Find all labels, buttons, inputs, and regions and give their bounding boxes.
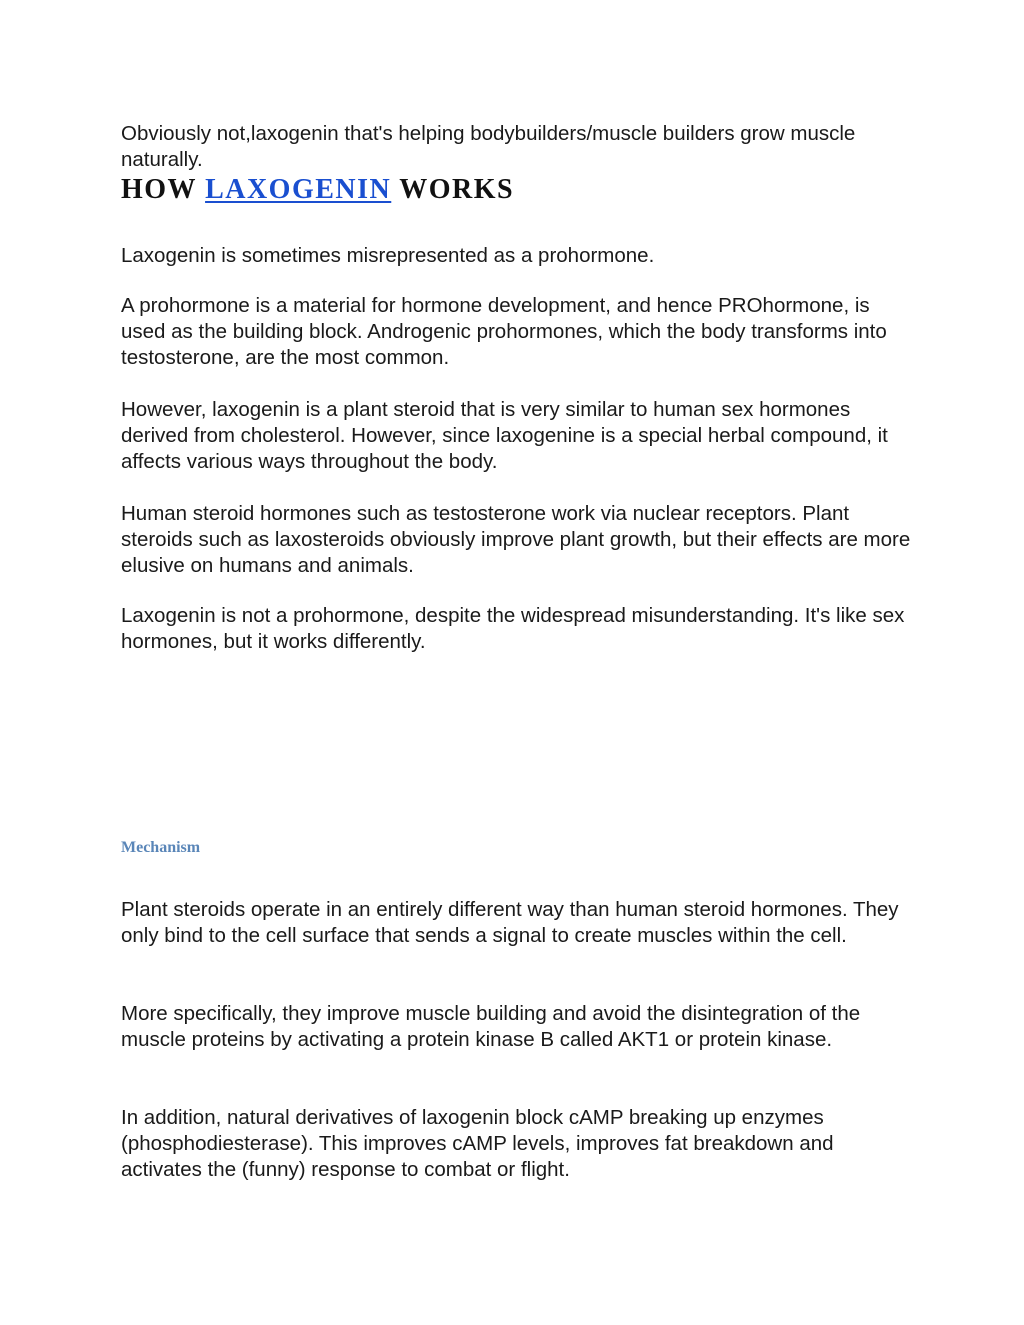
mechanism-paragraph-2: More specifically, they improve muscle building and avoid the disintegration of the muscle proteins by activating a protein kinase B called AKT1 or protein kinase. (121, 1002, 861, 1051)
laxogenin-link[interactable]: LAXOGENIN (205, 174, 392, 205)
paragraph-4: Human steroid hormones such as testosterone work via nuclear receptors. Plant steroids such as laxosteroids obviously improve plant growth, but their effects are more elusive on humans and animals. (121, 502, 911, 577)
section-heading (121, 172, 514, 208)
paragraph-1: Laxogenin is sometimes misrepresented as a prohormone. (121, 244, 655, 267)
mechanism-heading: Mechanism (121, 839, 201, 856)
mechanism-paragraph-1: Plant steroids operate in an entirely different way than human steroid hormones. They only bind to the cell surface that sends a signal to create muscles within the cell. (121, 898, 899, 947)
paragraph-2: A prohormone is a material for hormone development, and hence PROhormone, is used as the building block. Androgenic prohormones, which the body transforms into testosterone, are the most common. (121, 294, 887, 369)
mechanism-paragraph-3: In addition, natural derivatives of laxogenin block cAMP breaking up enzymes (phosphodiesterase). This improves cAMP levels, improves fat breakdown and activates the (funny) response to combat or flight. (121, 1106, 834, 1181)
paragraph-5: Laxogenin is not a prohormone, despite the widespread misunderstanding. It's like sex hormones, but it works differently. (121, 604, 905, 653)
paragraph-3: However, laxogenin is a plant steroid that is very similar to human sex hormones derived from cholesterol. However, since laxogenine is a special herbal compound, it affects various ways throughout the body. (121, 398, 888, 473)
heading-text-after: WORKS (399, 174, 515, 205)
heading-text-before: HOW (121, 174, 197, 205)
intro-paragraph: Obviously not,laxogenin that's helping bodybuilders/muscle builders grow muscle naturally. (121, 122, 856, 171)
